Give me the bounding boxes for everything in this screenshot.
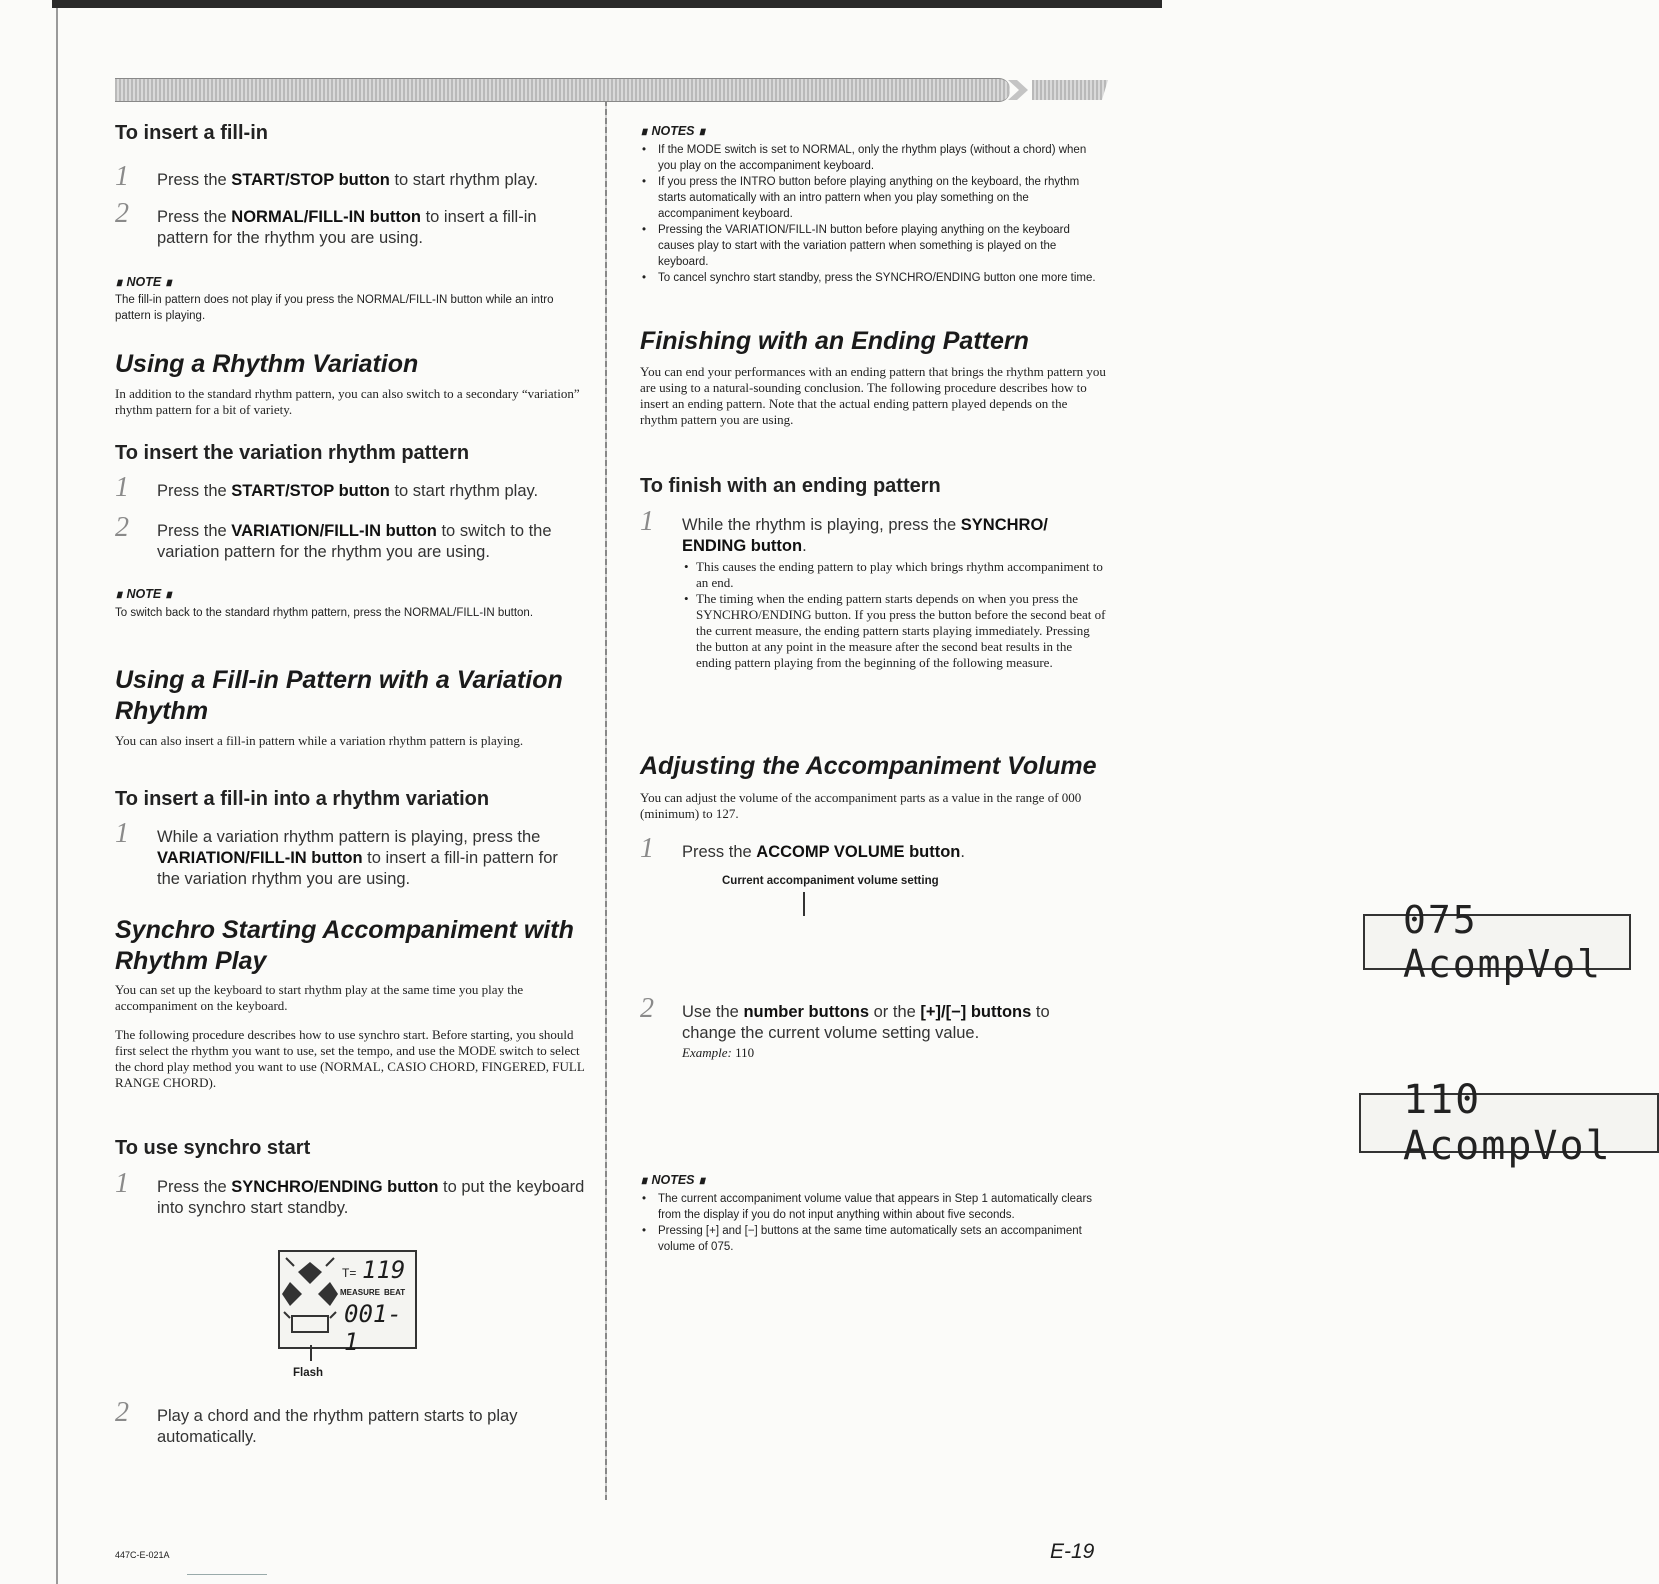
step-number: 1 bbox=[640, 506, 654, 537]
synchro-title: Synchro Starting Accompaniment with Rhythm Play bbox=[115, 916, 574, 975]
ending-intro: You can end your performances with an ending pattern that brings the rhythm pattern you are using to a natural-sounding conclusion. The following procedure describes how to insert an ending pattern. Note that the actual ending pattern played depends on the rhythm pattern you are using. bbox=[640, 364, 1106, 427]
rhythm-variation-title: Using a Rhythm Variation bbox=[115, 350, 419, 378]
list-item: • The current accompaniment volume value that appears in Step 1 automatically clears from the display if you do not input anything within about five seconds. bbox=[640, 1191, 1106, 1223]
fillin-variation-intro: You can also insert a fill-in pattern while a variation rhythm pattern is playing. bbox=[115, 733, 524, 748]
variation-fillin-button-label: VARIATION/FILL-IN button bbox=[157, 849, 363, 867]
start-stop-button-label: START/STOP button bbox=[231, 482, 390, 500]
note-heading: ∎ NOTE ∎ bbox=[115, 275, 173, 289]
plus-minus-buttons-label: [+]/[−] buttons bbox=[920, 1003, 1032, 1021]
insert-fillin-note: The fill-in pattern does not play if you press the NORMAL/FILL-IN button while an intro pattern is playing. bbox=[115, 294, 554, 322]
fillin-variation-step1: 1 While a variation rhythm pattern is playing, press the VARIATION/FILL-IN button to insert a fill-in pattern for the variation rhythm you are using. bbox=[115, 818, 558, 888]
lcd-text: 110 AcompVol bbox=[1403, 1077, 1612, 1169]
step-number: 1 bbox=[115, 161, 129, 192]
doc-code: 447C-E-021A bbox=[115, 1550, 170, 1560]
step-number: 1 bbox=[640, 833, 654, 864]
synchro-ending-button-label: SYNCHRO/ENDING button bbox=[231, 1178, 439, 1196]
step-number: 2 bbox=[115, 198, 129, 229]
start-stop-button-label: START/STOP button bbox=[231, 171, 390, 189]
step-number: 1 bbox=[115, 1168, 129, 1199]
caption-pointer bbox=[803, 892, 805, 916]
variation-step2: 2 Press the VARIATION/FILL-IN button to switch to the variation pattern for the rhythm you are using. bbox=[115, 512, 552, 561]
insert-fillin-step2: 2 Press the NORMAL/FILL-IN button to insert a fill-in pattern for the rhythm you are using. bbox=[115, 198, 537, 247]
synchro-ending-button-label: SYNCHRO/ ENDING button bbox=[682, 516, 1048, 555]
volume-lcd-display-1 bbox=[1363, 898, 1631, 986]
volume-notes-list bbox=[640, 1191, 1106, 1255]
normal-fillin-button-label: NORMAL/FILL-IN button bbox=[231, 208, 421, 226]
step-number: 1 bbox=[115, 472, 129, 503]
notes-heading: ∎ NOTES ∎ bbox=[640, 124, 706, 138]
list-item: • If you press the INTRO button before playing anything on the keyboard, the rhythm starts automatically with an intro pattern when you play something on the accompaniment keyboard. bbox=[640, 174, 1106, 222]
step-number: 2 bbox=[640, 993, 654, 1024]
lcd-text: 075 AcompVol bbox=[1403, 898, 1603, 986]
rhythm-variation-intro: In addition to the standard rhythm pattern, you can also switch to a secondary “variation” rhythm pattern for a bit of variety. bbox=[115, 386, 580, 417]
volume-step1: 1 Press the ACCOMP VOLUME button. bbox=[640, 833, 965, 864]
ending-title: Finishing with an Ending Pattern bbox=[640, 327, 1029, 355]
ending-step1: 1 While the rhythm is playing, press the SYNCHRO/ ENDING button. bbox=[640, 506, 1048, 555]
tempo-label: T= bbox=[342, 1266, 357, 1280]
list-item: • The timing when the ending pattern starts depends on when you press the SYNCHRO/ENDING button. If you press the button before the second beat of the current measure, the ending pattern starts playing immediately. Pressing the button at any point in the measure after the second beat results in the ending pattern playing from the beginning of the following measure. bbox=[682, 591, 1106, 671]
top-rule bbox=[52, 0, 1162, 8]
step-number: 1 bbox=[115, 818, 129, 849]
list-item: • Pressing [+] and [−] buttons at the same time automatically sets an accompaniment volume of 075. bbox=[640, 1223, 1106, 1255]
ending-bullets bbox=[682, 559, 1106, 671]
list-item: • This causes the ending pattern to play which brings rhythm accompaniment to an end. bbox=[682, 559, 1106, 591]
step-number: 2 bbox=[115, 512, 129, 543]
synchro-step2 bbox=[115, 1397, 585, 1450]
synchro-step1: 1 Press the SYNCHRO/ENDING button to put the keyboard into synchro start standby. bbox=[115, 1168, 585, 1217]
volume-intro: You can adjust the volume of the accompaniment parts as a value in the range of 000 (minimum) to 127. bbox=[640, 790, 1082, 821]
volume-step2: 2 Use the number buttons or the [+]/[−] buttons to change the current volume setting value. bbox=[640, 993, 1050, 1042]
notes-heading: ∎ NOTES ∎ bbox=[640, 1173, 706, 1187]
measure-label: MEASURE bbox=[340, 1288, 381, 1297]
volume-lcd-display-2 bbox=[1359, 1077, 1659, 1169]
volume-display-caption: Current accompaniment volume setting bbox=[722, 875, 939, 887]
left-margin-rule bbox=[56, 8, 58, 1584]
variation-sub-heading: To insert the variation rhythm pattern bbox=[115, 442, 470, 464]
fillin-variation-title: Using a Fill-in Pattern with a Variation Rhythm bbox=[115, 666, 563, 725]
banner-tail bbox=[1032, 80, 1108, 100]
column-divider bbox=[605, 100, 607, 1500]
volume-title: Adjusting the Accompaniment Volume bbox=[640, 752, 1097, 780]
list-item: • Pressing the VARIATION/FILL-IN button before playing anything on the keyboard causes play to start with the variation pattern when something is played on the keyboard. bbox=[640, 222, 1106, 270]
ending-sub-heading: To finish with an ending pattern bbox=[640, 475, 941, 497]
tempo-value: 119 bbox=[362, 1256, 406, 1284]
fillin-variation-sub-heading: To insert a fill-in into a rhythm variation bbox=[115, 788, 490, 810]
notes-top-list bbox=[640, 142, 1106, 286]
step-number: 2 bbox=[115, 1397, 129, 1428]
measure-beat-value: 001-1 bbox=[344, 1300, 402, 1356]
banner-arrow-icon bbox=[1008, 80, 1028, 100]
note-heading: ∎ NOTE ∎ bbox=[115, 587, 173, 601]
synchro-intro-2: The following procedure describes how to use synchro start. Before starting, you should first select the rhythm you want to use, set the tempo, and use the MODE switch to select the chord play method you want to use (NORMAL, CASIO CHORD, FINGERED, FULL RANGE CHORD). bbox=[115, 1027, 585, 1090]
example-label: Example: 110 bbox=[682, 1045, 755, 1060]
variation-fillin-button-label: VARIATION/FILL-IN button bbox=[231, 522, 437, 540]
beat-label: BEAT bbox=[384, 1288, 406, 1297]
number-buttons-label: number buttons bbox=[743, 1003, 870, 1021]
flash-caption: Flash bbox=[293, 1367, 324, 1379]
accomp-volume-button-label: ACCOMP VOLUME button bbox=[756, 843, 961, 861]
synchro-intro-1: You can set up the keyboard to start rhythm play at the same time you play the accompaniment on the keyboard. bbox=[115, 982, 524, 1013]
insert-fillin-heading: To insert a fill-in bbox=[115, 122, 268, 144]
variation-step1: 1 Press the START/STOP button to start rhythm play. bbox=[115, 472, 539, 503]
synchro-lcd-display bbox=[278, 1250, 417, 1356]
flash-pointer bbox=[310, 1345, 312, 1361]
header-banner bbox=[115, 78, 1010, 102]
step-text: Play a chord and the rhythm pattern starts to play automatically. bbox=[157, 1407, 518, 1446]
insert-fillin-step1: 1 Press the START/STOP button to start rhythm play. bbox=[115, 161, 539, 192]
page-number: E-19 bbox=[1050, 1540, 1095, 1563]
list-item: • To cancel synchro start standby, press the SYNCHRO/ENDING button one more time. bbox=[640, 270, 1106, 286]
variation-note: To switch back to the standard rhythm pattern, press the NORMAL/FILL-IN button. bbox=[115, 607, 534, 619]
beat-indicator-icon bbox=[280, 1252, 340, 1342]
synchro-sub-heading: To use synchro start bbox=[115, 1137, 311, 1159]
footer-rule bbox=[187, 1574, 267, 1575]
list-item: • If the MODE switch is set to NORMAL, only the rhythm plays (without a chord) when you play on the accompaniment keyboard. bbox=[640, 142, 1106, 174]
